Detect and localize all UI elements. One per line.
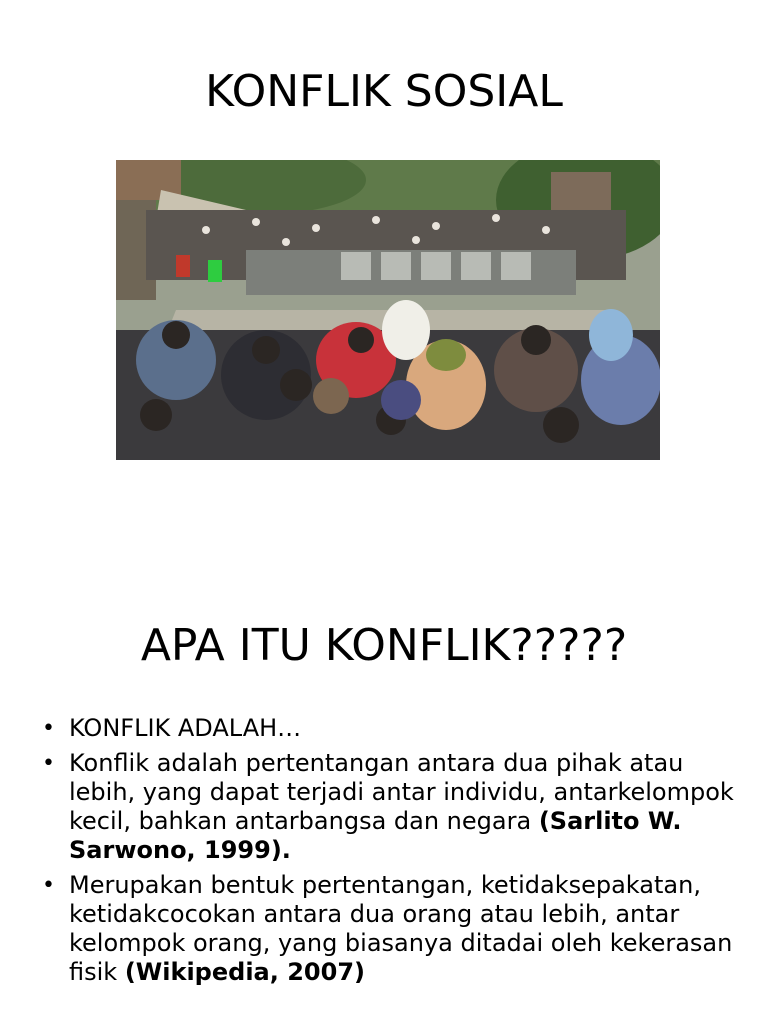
bullet-citation: (Sarlito W. Sarwono, 1999). [69,807,682,864]
bullet-text: Konflik adalah pertentangan antara dua pihak atau lebih, yang dapat terjadi antar individu, antarkelompok kecil, bahkan antarbangsa dan negara [69,749,734,835]
slide-title: APA ITU KONFLIK????? [140,620,628,671]
bullet-text: KONFLIK ADALAH… [69,714,302,742]
bullet-item [42,749,742,865]
bullet-list [42,714,742,993]
crowd-photo-illustration [116,160,660,460]
slide-title: KONFLIK SOSIAL [205,66,563,117]
slide-2 [0,512,768,1024]
bullet-text: Merupakan bentuk pertentangan, ketidaksepakatan, ketidakcocokan antara dua orang atau lebih, antar kelompok orang, yang biasanya ditadai oleh kekerasan fisik [69,871,733,986]
bullet-item [42,871,742,987]
bullet-glyph: • [42,751,55,776]
bullet-citation: (Wikipedia, 2007) [124,958,365,986]
bullet-glyph: • [42,873,55,898]
bullet-glyph: • [42,716,55,741]
bullet-item [42,714,742,743]
crowd-photo [116,160,660,460]
